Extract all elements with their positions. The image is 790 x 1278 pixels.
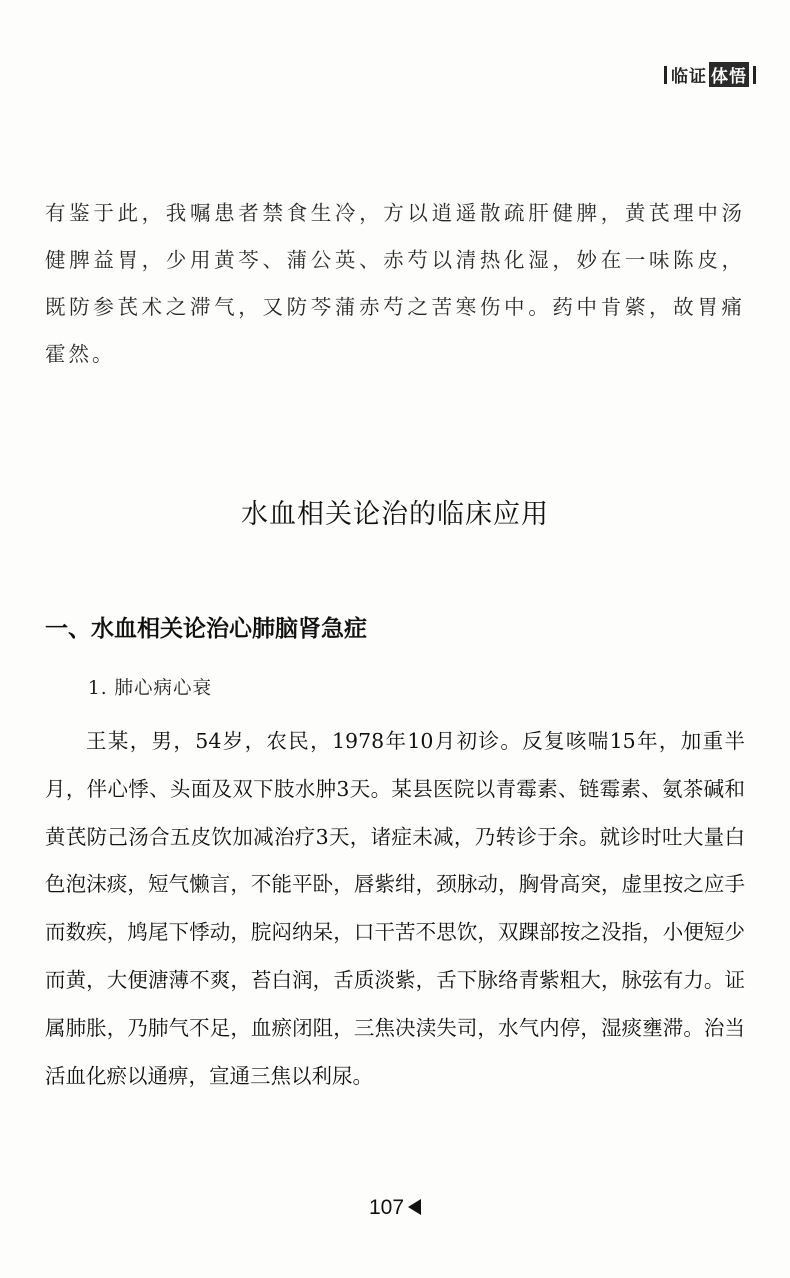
running-head-left: 临证	[671, 67, 707, 87]
running-head	[660, 62, 760, 87]
page-number: 107	[368, 1196, 405, 1219]
item-title: 1. 肺心病心衰	[88, 678, 213, 699]
divider-bar-left	[664, 66, 667, 84]
page-footer	[0, 1196, 790, 1220]
divider-bar-right	[753, 66, 756, 84]
case-paragraph: 王某，男，54岁，农民，1978年10月初诊。反复咳喘15年，加重半月，伴心悸、头面及双下肢水肿3天。某县医院以青霉素、链霉素、氨茶碱和黄芪防己汤合五皮饮加减治疗3天，诸症未减，乃转诊于余。就诊时吐大量白色泡沫痰，短气懒言，不能平卧，唇紫绀，颈脉动，胸骨高突，虚里按之应手而数疾，鸠尾下悸动，脘闷纳呆，口干苦不思饮，双踝部按之没指，小便短少而黄，大便溏薄不爽，苔白润，舌质淡紫，舌下脉络青紫粗大，脉弦有力。证属肺胀，乃肺气不足，血瘀闭阻，三焦决渎失司，水气内停，湿痰壅滞。治当活血化瘀以通痹，宣通三焦以利尿。	[45, 729, 745, 1088]
body-paragraph: 有鉴于此，我嘱患者禁食生冷，方以逍遥散疏肝健脾，黄芪理中汤健脾益胃，少用黄芩、蒲公英、赤芍以清热化湿，妙在一味陈皮，既防参芪术之滞气，又防芩蒲赤芍之苦寒伤中。药中肯綮，故胃痛霍然。	[45, 201, 745, 366]
subsection-title: 一、水血相关论治心肺脑肾急症	[45, 615, 367, 642]
running-head-right: 体悟	[709, 62, 749, 87]
page-arrow-icon	[408, 1199, 421, 1215]
section-title: 水血相关论治的临床应用	[241, 499, 549, 530]
